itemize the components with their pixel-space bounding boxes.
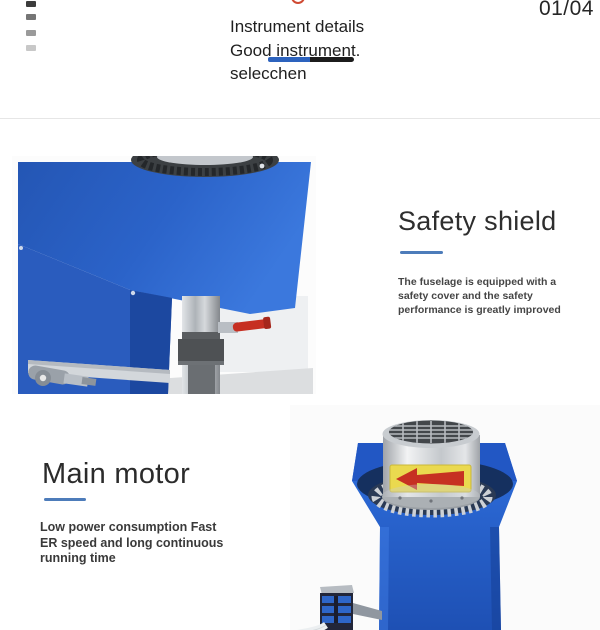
motor-desc-line-1: Low power consumption Fast bbox=[40, 520, 217, 534]
logo-arc-icon bbox=[291, 0, 305, 4]
section-heading-safety: Safety shield bbox=[398, 206, 557, 236]
motor-desc-line-3: running time bbox=[40, 551, 116, 565]
header-divider bbox=[0, 118, 600, 119]
safety-heading-underline bbox=[400, 251, 443, 254]
safety-desc-line-3: performance is greatly improved bbox=[398, 304, 561, 316]
title-line-1: Instrument details bbox=[230, 17, 365, 36]
carousel-dot-2[interactable] bbox=[26, 14, 36, 20]
motor-description bbox=[40, 520, 250, 567]
carousel-dot-1[interactable] bbox=[26, 1, 36, 7]
section-heading-motor: Main motor bbox=[42, 458, 191, 490]
title-line-2: Good instrument. bbox=[230, 40, 361, 60]
motor-heading-underline bbox=[44, 498, 86, 501]
safety-description bbox=[398, 275, 576, 317]
page-title bbox=[230, 15, 364, 86]
motor-unit-photo bbox=[290, 405, 600, 630]
page-indicator: 01/04 bbox=[538, 0, 594, 20]
safety-desc-line-2: safety cover and the safety bbox=[398, 290, 533, 302]
safety-desc-line-1: The fuselage is equipped with a bbox=[398, 276, 557, 288]
motor-desc-line-2: ER speed and long continuous bbox=[40, 535, 224, 550]
carousel-dot-3[interactable] bbox=[26, 30, 36, 36]
press-machine-photo bbox=[12, 156, 316, 394]
carousel-dot-4[interactable] bbox=[26, 45, 36, 51]
title-line-3: selecchen bbox=[230, 64, 307, 83]
